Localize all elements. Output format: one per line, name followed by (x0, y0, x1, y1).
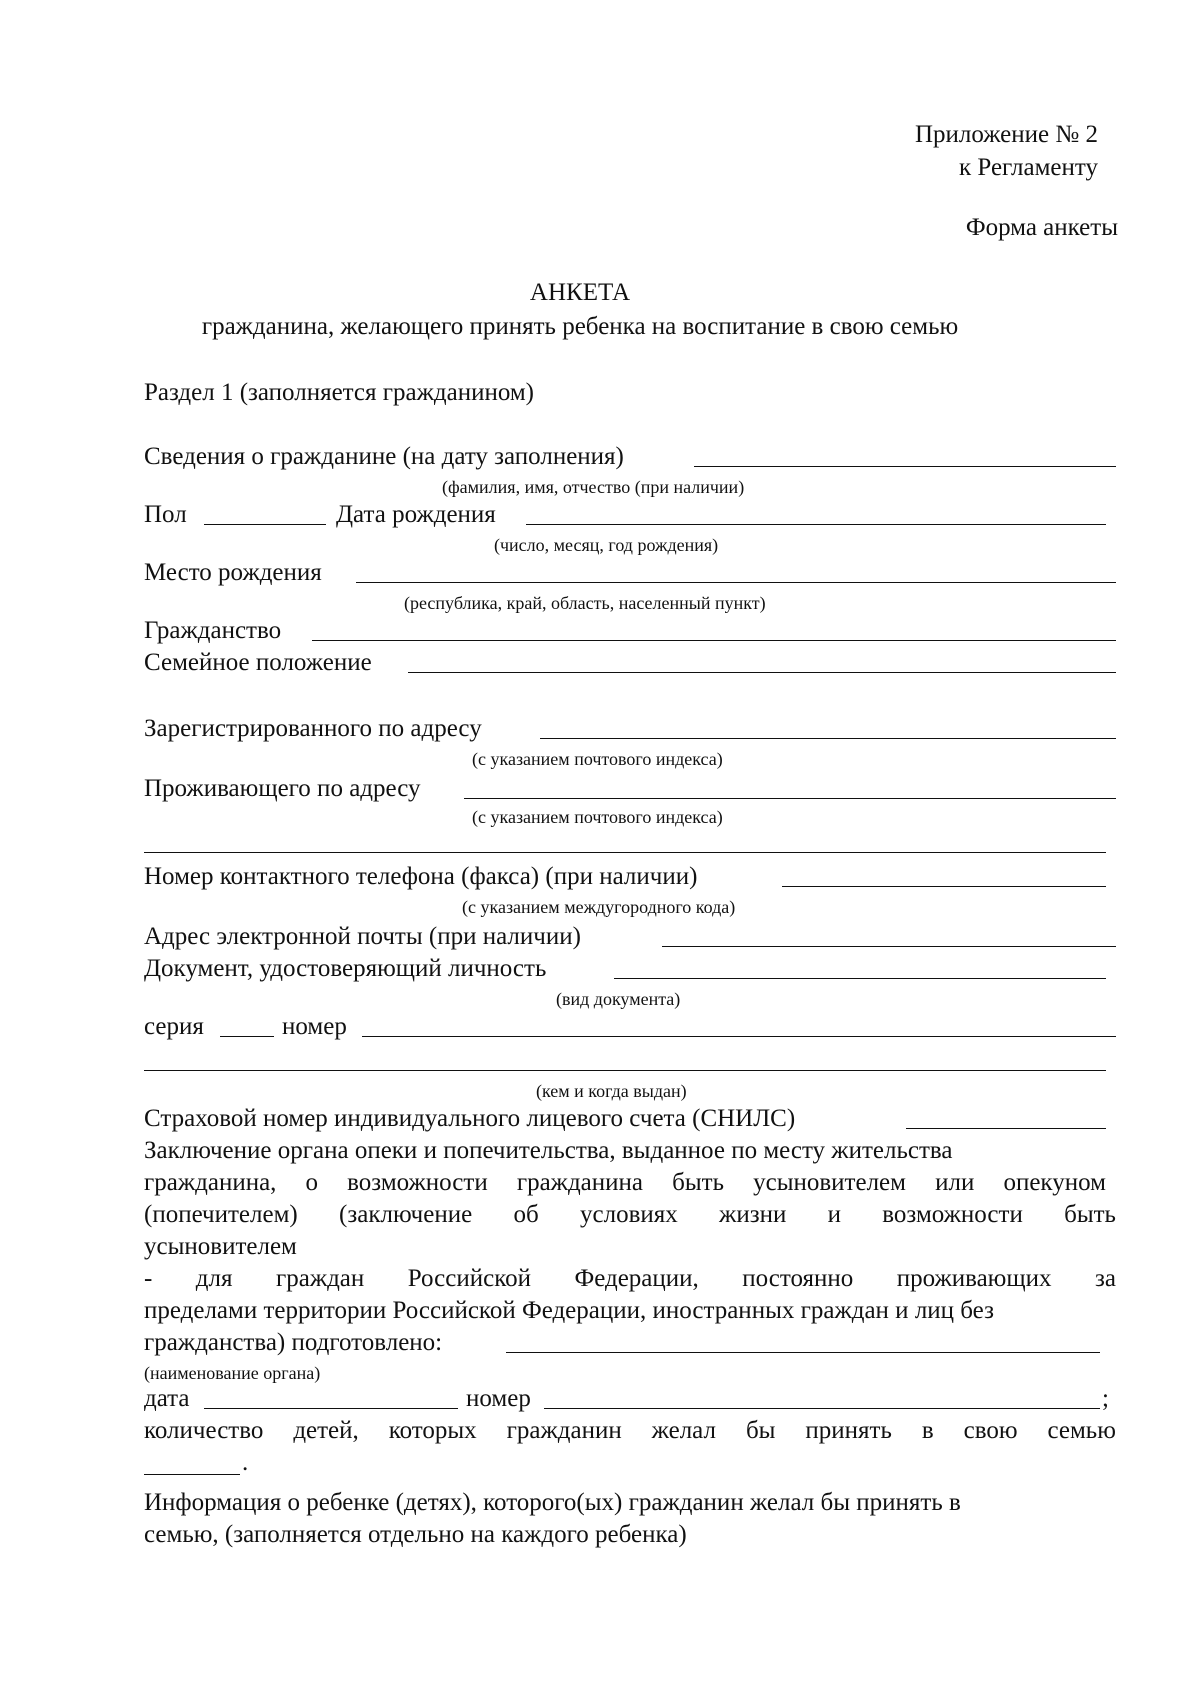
word: о (305, 1169, 319, 1196)
word: об (513, 1201, 539, 1228)
conclusion-line-5 (144, 1264, 1116, 1294)
birthdate-fill-line[interactable] (526, 524, 1106, 525)
page-subtitle: гражданина, желающего принять ребенка на воспитание в свою семью (201, 313, 959, 340)
reg-address-fill-line[interactable] (540, 738, 1116, 739)
info-hint: (фамилия, имя, отчество (при наличии) (442, 477, 745, 497)
word: условиях (580, 1201, 678, 1228)
word: принять (805, 1417, 892, 1444)
word: в (921, 1417, 934, 1444)
children-count-line (144, 1416, 1116, 1446)
word: гражданин (506, 1417, 622, 1444)
date-fill-line[interactable] (204, 1408, 458, 1409)
word: (попечителем) (144, 1201, 298, 1228)
number-label: номер (282, 1013, 347, 1040)
reg-address-hint: (с указанием почтового индекса) (472, 749, 723, 769)
form-label: Форма анкеты (965, 214, 1118, 241)
word: быть (1064, 1201, 1116, 1228)
word: граждан (275, 1265, 365, 1292)
number2-label: номер (466, 1385, 531, 1412)
word: - (144, 1265, 153, 1292)
birthdate-label: Дата рождения (336, 501, 496, 528)
conclusion-line-3 (144, 1200, 1116, 1230)
appendix-reglament: к Регламенту (958, 154, 1098, 181)
sex-label: Пол (144, 501, 187, 528)
word: свою (963, 1417, 1018, 1444)
word: и (827, 1201, 842, 1228)
address-extra-line[interactable] (144, 852, 1106, 853)
series-label: серия (144, 1013, 204, 1040)
marital-fill-line[interactable] (408, 672, 1116, 673)
word: опекуном (1003, 1169, 1106, 1196)
email-label: Адрес электронной почты (при наличии) (144, 923, 581, 950)
word: желал (651, 1417, 716, 1444)
live-address-fill-line[interactable] (464, 798, 1116, 799)
number-fill-line[interactable] (362, 1036, 1116, 1037)
citizenship-label: Гражданство (144, 617, 282, 644)
issued-fill-line[interactable] (144, 1070, 1106, 1071)
word: семью (1047, 1417, 1116, 1444)
phone-label: Номер контактного телефона (факса) (при наличии) (144, 863, 698, 890)
word: детей, (293, 1417, 359, 1444)
appendix-number: Приложение № 2 (914, 121, 1098, 148)
word: усыновителем (753, 1169, 906, 1196)
info-fill-line[interactable] (694, 466, 1116, 467)
series-fill-line[interactable] (220, 1036, 274, 1037)
birthdate-hint: (число, месяц, год рождения) (494, 535, 719, 555)
children-count-fill-line[interactable] (144, 1474, 240, 1475)
word: которых (388, 1417, 477, 1444)
word: или (935, 1169, 975, 1196)
section-heading: Раздел 1 (заполняется гражданином) (144, 379, 535, 406)
phone-hint: (с указанием междугородного кода) (462, 897, 736, 917)
word: (заключение (339, 1201, 473, 1228)
sex-fill-line[interactable] (204, 524, 326, 525)
conclusion-line-1: Заключение органа опеки и попечительства, выданное по месту жительства (144, 1137, 953, 1164)
word: возможности (347, 1169, 488, 1196)
birthplace-hint: (республика, край, область, населенный пункт) (404, 593, 766, 613)
word: жизни (719, 1201, 787, 1228)
word: количество (144, 1417, 264, 1444)
id-doc-label: Документ, удостоверяющий личность (144, 955, 547, 982)
snils-fill-line[interactable] (906, 1128, 1106, 1129)
organ-hint: (наименование органа) (144, 1363, 321, 1383)
id-doc-fill-line[interactable] (614, 978, 1106, 979)
word: постоянно (742, 1265, 854, 1292)
word: быть (672, 1169, 724, 1196)
word: за (1094, 1265, 1116, 1292)
number2-fill-line[interactable] (544, 1408, 1100, 1409)
word: возможности (882, 1201, 1023, 1228)
child-info-line-2: семью, (заполняется отдельно на каждого ребенка) (144, 1521, 687, 1548)
word: проживающих (896, 1265, 1052, 1292)
organ-fill-line[interactable] (506, 1352, 1100, 1353)
word: гражданина, (144, 1169, 277, 1196)
live-address-hint: (с указанием почтового индекса) (472, 807, 723, 827)
word: для (195, 1265, 233, 1292)
conclusion-line-6: пределами территории Российской Федерации, иностранных граждан и лиц без (144, 1297, 994, 1324)
semicolon: ; (1102, 1385, 1109, 1412)
page-title: АНКЕТА (529, 279, 631, 306)
citizenship-fill-line[interactable] (312, 640, 1116, 641)
issued-hint: (кем и когда выдан) (536, 1081, 687, 1101)
word: бы (745, 1417, 776, 1444)
birthplace-fill-line[interactable] (356, 582, 1116, 583)
date-label: дата (144, 1385, 190, 1412)
id-doc-hint: (вид документа) (556, 989, 681, 1009)
child-info-line-1: Информация о ребенке (детях), которого(ых) гражданин желал бы принять в (144, 1489, 961, 1516)
phone-fill-line[interactable] (782, 886, 1106, 887)
live-address-label: Проживающего по адресу (144, 775, 421, 802)
email-fill-line[interactable] (662, 946, 1116, 947)
conclusion-line-4: усыновителем (144, 1233, 297, 1260)
period: . (242, 1449, 249, 1476)
word: Федерации, (574, 1265, 699, 1292)
conclusion-line-7: гражданства) подготовлено: (144, 1329, 443, 1356)
conclusion-line-2 (144, 1168, 1106, 1198)
word: гражданина (516, 1169, 643, 1196)
info-label: Сведения о гражданине (на дату заполнения) (144, 443, 624, 470)
birthplace-label: Место рождения (144, 559, 322, 586)
snils-label: Страховой номер индивидуального лицевого счета (СНИЛС) (144, 1105, 796, 1132)
word: Российской (407, 1265, 531, 1292)
marital-label: Семейное положение (144, 649, 372, 676)
reg-address-label: Зарегистрированного по адресу (144, 715, 482, 742)
